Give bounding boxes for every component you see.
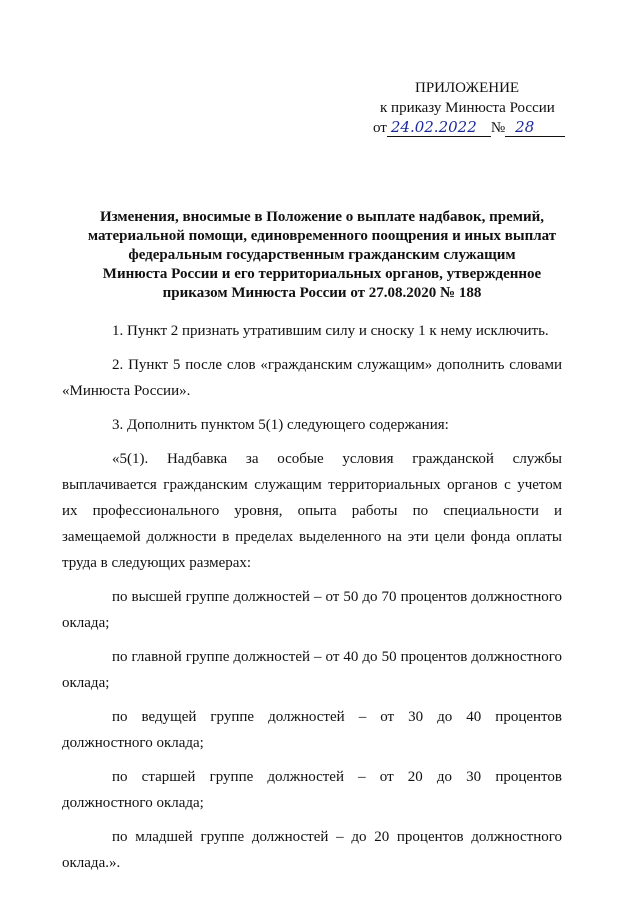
leading-group: по ведущей группе должностей – от 30 до 40 процентов должностного оклада; <box>62 709 562 751</box>
from-label: от <box>373 120 387 136</box>
handwritten-date: 24.02.2022 <box>390 118 477 136</box>
handwritten-number: 28 <box>515 118 535 136</box>
order-date-line <box>373 120 565 137</box>
item-1: 1. Пункт 2 признать утратившим силу и сноску 1 к нему исключить. <box>112 323 549 339</box>
paragraph-5-1: «5(1). Надбавка за особые условия гражданской службы выплачивается гражданским служащим территориальных органов с учетом их профессионального уровня, опыта работы по специальности и замещаемой должности в пределах выделенного на эти цели фонда оплаты труда в следующих размерах: <box>62 451 562 571</box>
title-line-3: федеральным государственным гражданским служащим <box>128 247 516 263</box>
number-label: № <box>490 120 506 136</box>
junior-group: по младшей группе должностей – до 20 процентов должностного оклада.». <box>62 829 562 871</box>
title-line-2: материальной помощи, единовременного поощрения и иных выплат <box>87 228 557 244</box>
to-order-label: к приказу Минюста России <box>380 100 555 116</box>
highest-group: по высшей группе должностей – от 50 до 70 процентов должностного оклада; <box>62 589 562 631</box>
appendix-label: ПРИЛОЖЕНИЕ <box>415 80 520 96</box>
senior-group: по старшей группе должностей – от 20 до 30 процентов должностного оклада; <box>62 769 562 811</box>
item-2: 2. Пункт 5 после слов «гражданским служащим» дополнить словами «Минюста России». <box>62 357 562 399</box>
document-title <box>72 208 572 303</box>
date-field <box>387 120 491 137</box>
document-header <box>0 0 640 140</box>
main-group: по главной группе должностей – от 40 до 50 процентов должностного оклада; <box>62 649 562 691</box>
document-body <box>62 318 562 876</box>
title-line-1: Изменения, вносимые в Положение о выплате надбавок, премий, <box>99 209 545 225</box>
title-line-4: Минюста России и его территориальных органов, утвержденное <box>102 266 542 282</box>
title-line-5: приказом Минюста России от 27.08.2020 № 188 <box>162 285 482 301</box>
item-3: 3. Дополнить пунктом 5(1) следующего содержания: <box>112 417 449 433</box>
number-field <box>505 120 565 137</box>
